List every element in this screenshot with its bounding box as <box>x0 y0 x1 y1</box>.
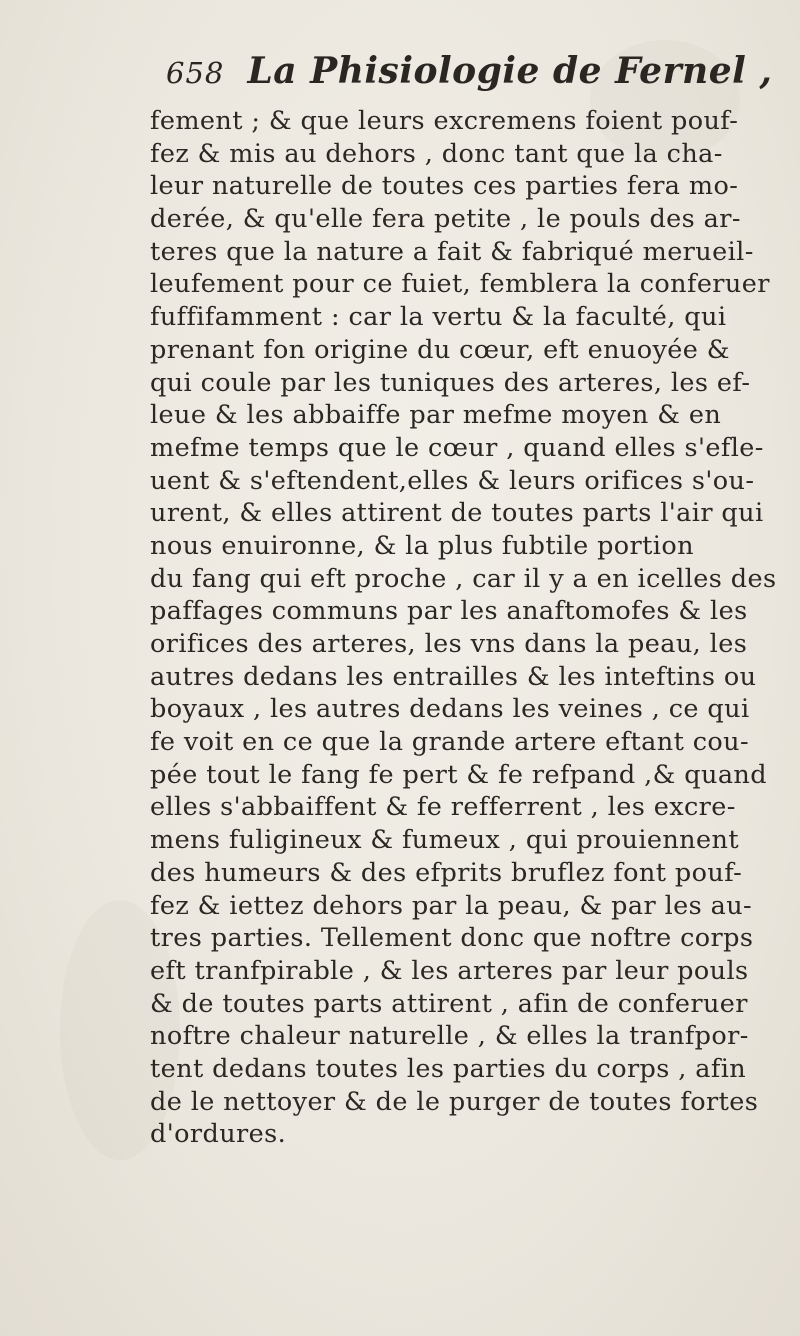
text-line: mefme temps que le cœur , quand elles s'efle- <box>150 432 764 463</box>
text-line: fement ; & que leurs excremens foient pouf- <box>150 106 739 136</box>
page-header <box>166 50 773 100</box>
text-line: leur naturelle de toutes ces parties fera mo- <box>150 171 739 202</box>
text-line: de le nettoyer & de le purger de toutes fortes <box>150 1086 759 1117</box>
text-line: paffages communs par les anaftomofes & les <box>150 596 748 627</box>
text-line: leufement pour ce fuiet, femblera la conferuer <box>150 269 770 300</box>
text-line: fez & iettez dehors par la peau, & par les au- <box>150 890 753 921</box>
text-line: mens fuligineux & fumeux , qui prouiennent <box>150 825 739 856</box>
running-title: La Phisiologie de Fernel , <box>247 50 773 92</box>
body-text <box>150 105 790 1151</box>
text-line: prenant fon origine du cœur, eft enuoyée & <box>150 334 730 365</box>
text-line: fez & mis au dehors , donc tant que la cha- <box>150 138 723 169</box>
text-line: leue & les abbaiffe par mefme moyen & en <box>150 400 722 431</box>
text-line: qui coule par les tuniques des arteres, les ef- <box>150 367 751 398</box>
text-line: fe voit en ce que la grande artere eftant cou- <box>150 727 750 758</box>
text-line: orifices des arteres, les vns dans la peau, les <box>150 629 748 659</box>
text-line: uent & s'eftendent,elles & leurs orifices s'ou- <box>150 465 755 496</box>
text-line: urent, & elles attirent de toutes parts l'air qui <box>150 498 764 529</box>
text-line: elles s'abbaiffent & fe refferrent , les excre- <box>150 792 736 823</box>
text-line: des humeurs & des efprits bruflez font pouf- <box>150 857 743 888</box>
text-line: boyaux , les autres dedans les veines , ce qui <box>150 694 750 725</box>
text-line: pée tout le fang fe pert & fe refpand ,& quand <box>150 759 767 790</box>
text-line: fuffifamment : car la vertu & la faculté, qui <box>150 302 727 333</box>
text-line: d'ordures. <box>150 1119 287 1150</box>
text-line: nous enuironne, & la plus fubtile portion <box>150 530 694 561</box>
text-line: du fang qui eft proche , car il y a en icelles des <box>150 563 777 594</box>
text-line: teres que la nature a fait & fabriqué merueil- <box>150 236 754 267</box>
text-line: eft tranfpirable , & les arteres par leur pouls <box>150 955 749 986</box>
text-line: tent dedans toutes les parties du corps , afin <box>150 1053 747 1084</box>
text-line: autres dedans les entrailles & les inteftins ou <box>150 661 757 692</box>
text-line: tres parties. Tellement donc que noftre corps <box>150 923 754 954</box>
text-line: & de toutes parts attirent , afin de conferuer <box>150 988 748 1019</box>
page-number: 658 <box>166 56 225 90</box>
text-line: noftre chaleur naturelle , & elles la tranfpor- <box>150 1021 749 1052</box>
text-line: derée, & qu'elle fera petite , le pouls des ar- <box>150 204 741 235</box>
